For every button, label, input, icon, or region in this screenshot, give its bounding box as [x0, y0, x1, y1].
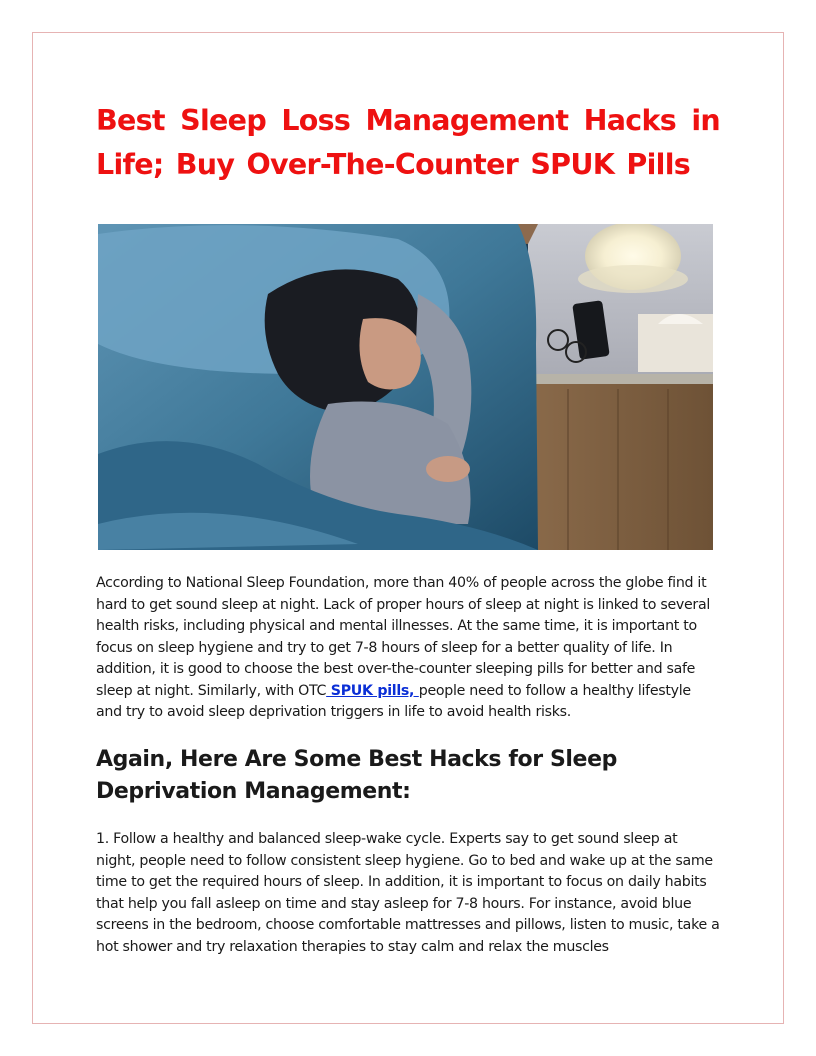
section-heading: Again, Here Are Some Best Hacks for Sleep Deprivation Management: [96, 747, 617, 804]
intro-text-before-link: According to National Sleep Foundation, more than 40% of people across the globe find it hard to get sound sleep at night. Lack of proper hours of sleep at night is linked to several health risks, including physical and mental illnesses. At the same time, it is important to focus on sleep hygiene and try to get 7-8 hours of sleep for a better quality of life. In addition, it is good to choose the best over-the-counter sleeping pills for better and safe sleep at night. Similarly, with OTC [96, 575, 710, 699]
hack-1-paragraph: 1. Follow a healthy and balanced sleep-wake cycle. Experts say to get sound sleep at night, people need to follow consistent sleep hygiene. Go to bed and wake up at the same time to get the required hours of sleep. In addition, it is important to focus on daily habits that help you fall asleep on time and stay asleep for 7-8 hours. For instance, avoid blue screens in the bedroom, choose comfortable mattresses and pillows, listen to music, take a hot shower and try relaxation therapies to stay calm and relax the muscles [96, 831, 720, 955]
spuk-pills-link[interactable]: SPUK pills, [326, 682, 419, 699]
intro-text-after-link: people need to follow a healthy lifestyle and try to avoid sleep deprivation triggers in life to avoid health risks. [96, 682, 691, 720]
hero-image [98, 224, 713, 550]
intro-paragraph [96, 573, 720, 724]
document-title: Best Sleep Loss Management Hacks in Life; Buy Over-The-Counter SPUK Pills [96, 104, 720, 181]
